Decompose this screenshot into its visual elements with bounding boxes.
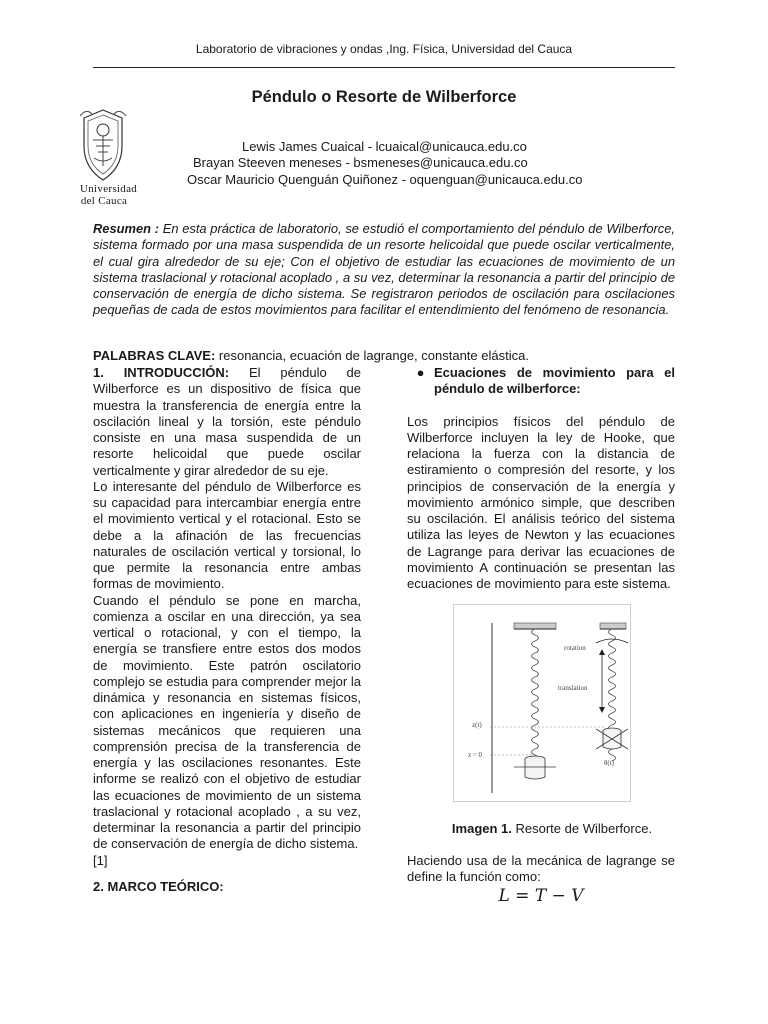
author-1: Lewis James Cuaical - lcuaical@unicauca.edu.co bbox=[242, 139, 527, 154]
author-3: Oscar Mauricio Quenguán Quiñonez - oquenguan@unicauca.edu.co bbox=[187, 172, 583, 187]
z-label: z(t) bbox=[472, 721, 482, 729]
intro-paragraph-2: Lo interesante del péndulo de Wilberforce es su capacidad para intercambiar energía entre el movimiento vertical y el rotacional. Esto se debe a la afinación de las frecuencias naturales de oscilación vertical y torsional, lo que permite la resonancia entre ambas formas de movimiento. bbox=[93, 478, 361, 592]
abstract-label: Resumen : bbox=[93, 221, 160, 236]
zero-label: z = 0 bbox=[468, 751, 483, 759]
translation-label: translation bbox=[558, 684, 588, 692]
abstract bbox=[93, 221, 675, 319]
intro-paragraph-1: 1. INTRODUCCIÓN: El péndulo de Wilberforce es un dispositivo de física que muestra la transferencia de energía entre la oscilación lineal y la torsión, este péndulo consiste en una masa suspendida de un resorte helicoidal que puede oscilar verticalmente y girar alrededor de su eje. bbox=[93, 365, 362, 478]
keywords-text: resonancia, ecuación de lagrange, constante elástica. bbox=[215, 348, 529, 363]
section-2-heading: 2. MARCO TEÓRICO: bbox=[93, 879, 224, 894]
theta-label: θ(t) bbox=[604, 759, 614, 767]
intro-paragraph-3: Cuando el péndulo se pone en marcha, comienza a oscilar en una dirección, ya sea vertical o rotacional, y con el tiempo, la energía se transfiere entre estos dos modos de movimiento. Este patrón oscilatorio complejo se estudia para comprender mejor la dinámica y resonancia en sistemas físicos, con aplicaciones en ingeniería y diseño de sistemas mecánicos que requieren una comprensión precisa de la transferencia de energía y las oscilaciones resonantes. Este informe se realizó con el objetivo de estudiar las ecuaciones de movimiento de un sistema traslacional y rotacional acoplado , a su vez, determinar la resonancia a partir del principio de conservación de energía de dicho sistema. bbox=[93, 592, 361, 852]
author-2: Brayan Steeven meneses - bsmeneses@unicauca.edu.co bbox=[193, 155, 528, 170]
bullet-icon: ● bbox=[416, 365, 425, 380]
caption-text: Resorte de Wilberforce. bbox=[511, 821, 653, 836]
intro-heading: 1. INTRODUCCIÓN: bbox=[93, 365, 230, 380]
intro-citation: [1] bbox=[93, 852, 108, 868]
lagrangian-equation: L = T − V bbox=[498, 886, 584, 906]
abstract-text: En esta práctica de laboratorio, se estudió el comportamiento del péndulo de Wilberforce, sistema formado por una masa suspendida de un resorte helicoidal que puede oscilar verticalmente, el cual gira alrededor de su eje; Con el objetivo de estudiar las ecuaciones de movimiento de un sistema traslacional y rotacional acoplado , a su vez, determinar la resonancia a partir del principio de conservación de energía de dicho sistema. Se registraron periodos de oscilación para oscilaciones pequeñas de cada de estos movimientos para facilitar el entendimiento del fenómeno de resonancia. bbox=[93, 221, 675, 318]
wilberforce-diagram bbox=[454, 605, 630, 801]
caption-label: Imagen 1. bbox=[451, 821, 512, 836]
paper-title: Péndulo o Resorte de Wilberforce bbox=[251, 88, 517, 106]
lagrange-paragraph: Haciendo usa de la mecánica de lagrange se define la función como: bbox=[407, 853, 675, 885]
motion-heading: ● Ecuaciones de movimiento para el péndulo de wilberforce: bbox=[407, 365, 675, 398]
university-seal-icon bbox=[78, 106, 128, 184]
keywords-label: PALABRAS CLAVE: bbox=[93, 348, 216, 363]
introduction-column bbox=[93, 365, 361, 869]
running-header: Laboratorio de vibraciones y ondas ,Ing. Física, Universidad del Cauca bbox=[195, 42, 573, 56]
university-name: Universidad del Cauca bbox=[80, 183, 138, 207]
theory-column bbox=[407, 365, 675, 592]
rotation-label: rotation bbox=[564, 644, 586, 652]
figure-caption bbox=[407, 821, 697, 836]
header-rule bbox=[93, 67, 675, 68]
wilberforce-figure bbox=[453, 604, 631, 802]
keywords bbox=[93, 348, 693, 363]
motion-paragraph: Los principios físicos del péndulo de Wilberforce incluyen la ley de Hooke, que relaciona la fuerza con la distancia de estiramiento o compresión del resorte, y los principios de conservación de la energía y movimiento armónico simple, que describen su oscilación. El análisis teórico del sistema utiliza las leyes de Newton y las ecuaciones de Lagrange para derivar las ecuaciones de movimiento A continuación se presentan las ecuaciones de movimiento para este sistema. bbox=[407, 413, 675, 591]
